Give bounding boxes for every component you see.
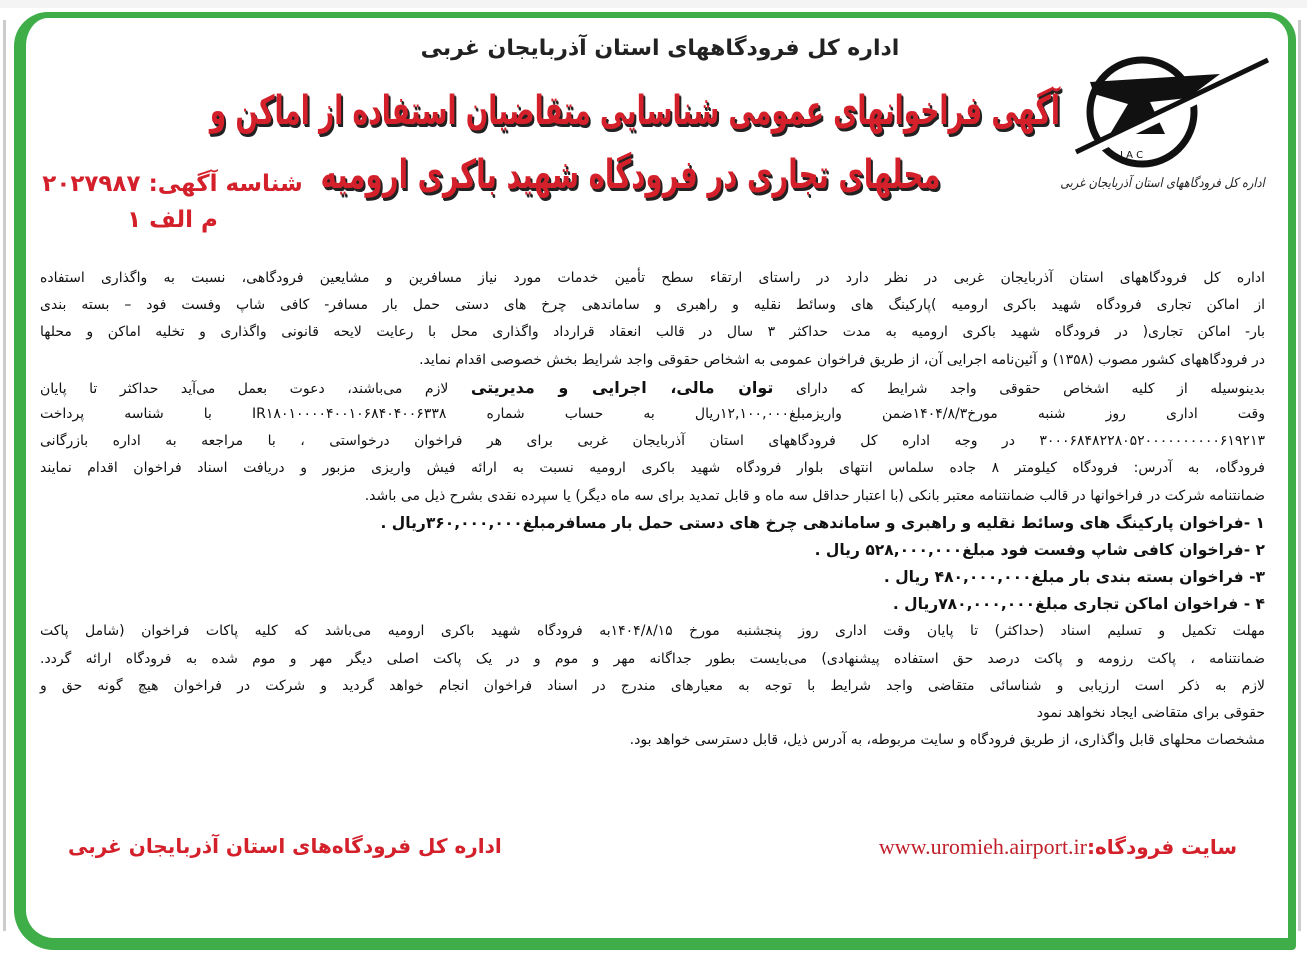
site-label: سایت فرودگاه: (1087, 835, 1237, 859)
invite-prefix: بدینوسیله از کلیه اشخاص حقوقی واجد شرایط که دارای (773, 380, 1265, 397)
body-line: لازم به ذکر است ارزیابی و شناسائی متقاضی واجد شرایط با توجه به معیارهای مندرج در اسناد فراخوان انجام خواهد گردید و شرکت در فراخوان هیچ گونه حق و (40, 677, 1265, 694)
invite-bold: توان مالی، اجرایی و مدیریتی (470, 377, 774, 397)
divider (1298, 20, 1301, 931)
signature: اداره کل فرودگاه‌های استان آذربایجان غربی (68, 834, 502, 858)
body-line: ضمانتنامه شرکت در فراخوانها در قالب ضمانتنامه معتبر بانکی (با اعتبار حداقل سه ماه و قابل تمدید برای سه ماه دیگر) یا سپرده نقدی بشرح ذیل می باشد. (364, 487, 1265, 504)
tender-item: ۴ - فراخوان اماکن تجاری مبلغ۷۸۰,۰۰۰,۰۰۰ریال . (892, 595, 1265, 614)
body-line: اداره کل فرودگاههای استان آذربایجان غربی در نظر دارد در راستای ارتقاء سطح تأمین خدمات مورد نیاز مسافرین و مشایعین فرودگاهی، نسبت به واگذاری استفاده (40, 270, 1265, 286)
airport-authority-logo-icon (1070, 52, 1275, 172)
tender-item: ۳- فراخوان بسته بندی بار مبلغ۴۸۰,۰۰۰,۰۰۰ ریال . (883, 568, 1265, 587)
invitation-line (40, 374, 1265, 401)
headline-line-2: محلهای تجاری در فرودگاه شهید باکری ارومیه (319, 152, 940, 198)
invite-suffix: لازم می‌باشند، دعوت بعمل می‌آید حداکثر تا پایان (40, 380, 471, 397)
body-line: بار- اماکن تجاری( در فرودگاه شهید باکری ارومیه به مدت حداکثر ۳ سال در قالب انعقاد قرارداد واگذاری محل با رعایت لایحه قانونی واگذاری و تخلیه اماکن و محلها (40, 324, 1265, 341)
headline-line-1: آگهی فراخوانهای عمومی شناسایی متقاضیان استفاده از اماکن و (209, 88, 1060, 134)
ad-id: شناسه آگهی: ۲۰۲۷۹۸۷ (42, 171, 303, 197)
svg-text:I A C: I A C (1120, 150, 1144, 161)
organization-title: اداره کل فرودگاههای استان آذربایجان غربی (420, 36, 900, 61)
body-line: فرودگاه، به آدرس: فرودگاه کیلومتر ۸ جاده سلماس انتهای بلوار فرودگاه شهید باکری ارومیه نسبت به ارائه فیش واریزی مزبور و دریافت اسناد فراخوان اقدام نمایند (40, 460, 1265, 477)
body-line: ضمانتنامه ، پاکت رزومه و پاکت درصد حق استفاده پیشنهادی) می‌بایست بطور جداگانه مهر و موم و در یک پاکت اصلی دیگر مهر و موم شده به فرودگاه ارائه گردد. (40, 650, 1265, 667)
body-line: وقت اداری روز شنبه مورخ۱۴۰۴/۸/۳ضمن واریزمبلغ۱۲,۱۰۰,۰۰۰ریال به حساب شماره IR۱۸۰۱۰۰۰۰۴۰۰۱۰۶۸۴۰۴۰۰۶۳۳۸ با شناسه پرداخت (40, 405, 1266, 422)
site-url-link[interactable]: www.uromieh.airport.ir (878, 834, 1087, 859)
logo-caption: اداره کل فرودگاههای استان آذربایجان غربی (1060, 176, 1265, 191)
airport-site (879, 834, 1237, 860)
ad-code: م الف ۱ (127, 207, 218, 233)
tender-item: ۲ -فراخوان کافی شاپ وفست فود مبلغ۵۲۸,۰۰۰,۰۰۰ ریال . (814, 540, 1265, 559)
divider (3, 20, 6, 931)
previous-ad-strip (0, 0, 1307, 8)
body-line: از اماکن تجاری فرودگاه شهید باکری ارومیه )پارکینگ های وسائط نقلیه و راهبری و ساماندهی چرخ های دستی حمل بار مسافر- کافی شاپ وفست فود – بسته بندی (40, 297, 1265, 314)
tender-item: ۱ -فراخوان پارکینگ های وسائط نقلیه و راهبری و ساماندهی چرخ های دستی حمل بار مسافرمبلغ۳۶۰,۰۰۰,۰۰۰ریال . (380, 513, 1265, 532)
body-line: مهلت تکمیل و تسلیم اسناد (حداکثر) تا پایان وقت اداری روز پنجشنبه مورخ ۱۴۰۴/۸/۱۵به فرودگاه شهید باکری ارومیه می‌باشد که کلیه پاکات فراخوان (شامل پاکت (40, 623, 1265, 640)
ad-body (40, 265, 1265, 754)
body-line: در فرودگاههای کشور مصوب (۱۳۵۸) و آئین‌نامه اجرایی آن، از طریق فراخوان عمومی به اشخاص حقوقی واجد شرایط بخش خصوصی اقدام نماید. (419, 351, 1265, 368)
body-line: مشخصات محلهای قابل واگذاری، از طریق فرودگاه و سایت مربوطه، به آدرس ذیل، قابل دسترسی خواهد بود. (629, 732, 1265, 749)
body-line: حقوقی برای متقاضی ایجاد نخواهد نمود (1036, 705, 1265, 721)
body-line: ۳۰۰۰۶۸۴۸۲۲۸۰۵۲۰۰۰۰۰۰۰۰۰۰۶۱۹۲۱۳ در وجه اداره کل فرودگاههای استان آذربایجان غربی برای هر فراخوان درخواستی ، با مراجعه به اداره بازرگانی (40, 433, 1265, 450)
